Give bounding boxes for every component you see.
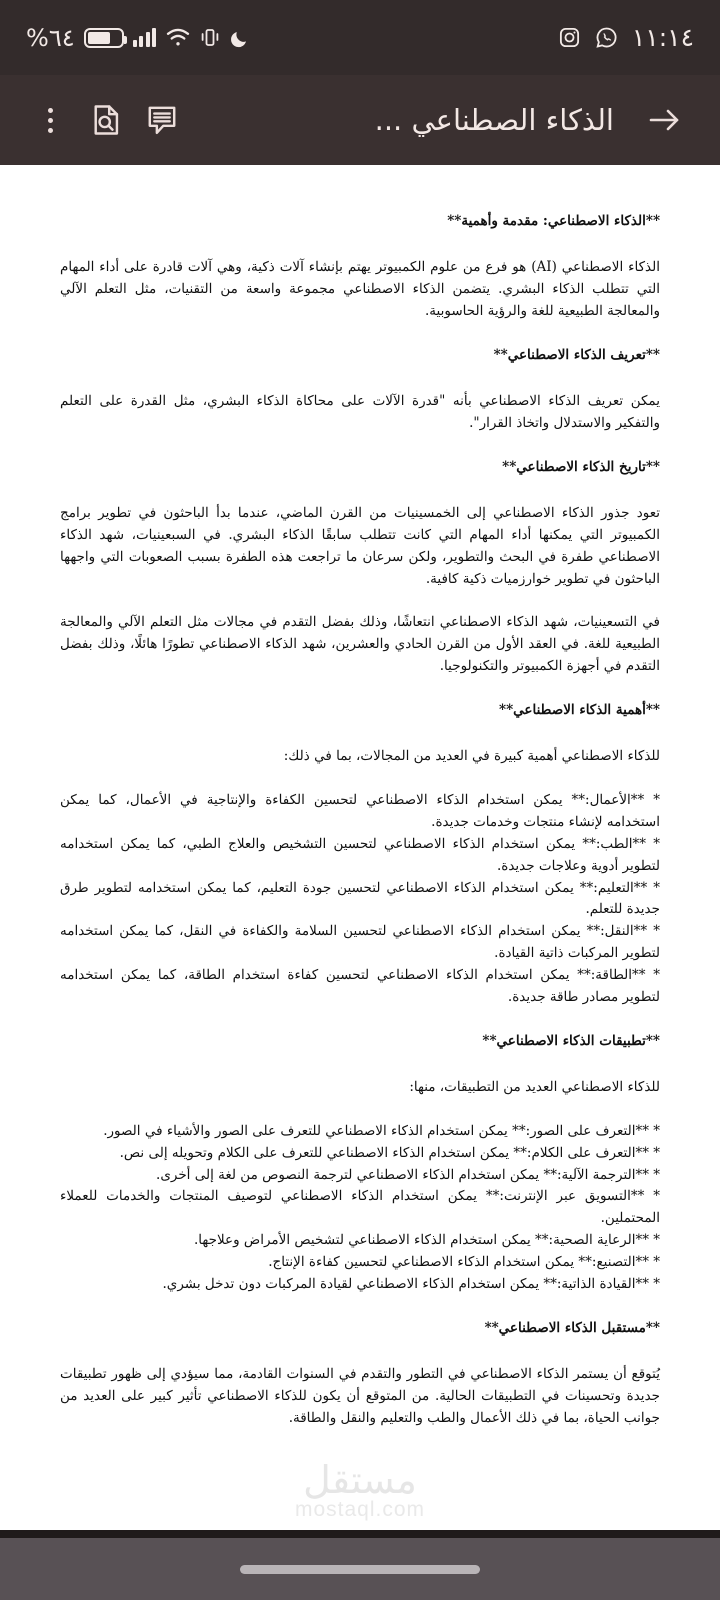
document-title: الذكاء الصطناعي ...	[374, 103, 614, 137]
watermark-latin-label: mostaql.com	[294, 1498, 426, 1521]
heading-applications: **تطبيقات الذكاء الاصطناعي**	[482, 1032, 660, 1049]
signal-icon	[133, 28, 157, 47]
system-navigation-bar	[0, 1538, 720, 1600]
paragraph-future: يُتوقع أن يستمر الذكاء الاصطناعي في التطور والتقدم في السنوات القادمة، مما سيؤدي إلى ظهور تطبيقات جديدة وتحسينات في التطبيقات الحالية. من المتوقع أن يكون للذكاء الاصطناعي تأثير كبير على العديد من جوانب الحياة، بما في ذلك الأعمال والطب والتعليم والنقل والطاقة.	[60, 1366, 660, 1426]
do-not-disturb-moon-icon	[229, 27, 251, 49]
list-item: * **التعرف على الصور:** يمكن استخدام الذكاء الاصطناعي للتعرف على الصور والأشياء في الصور.	[103, 1122, 660, 1139]
paragraph-applications-intro: للذكاء الاصطناعي العديد من التطبيقات، منها:	[409, 1079, 660, 1096]
list-item: * **القيادة الذاتية:** يمكن استخدام الذكاء الاصطناعي لقيادة المركبات دون تدخل بشري.	[162, 1275, 660, 1292]
paragraph-definition: يمكن تعريف الذكاء الاصطناعي بأنه "قدرة الآلات على محاكاة الذكاء البشري، مثل القدرة على التعلم والتفكير والاستدلال واتخاذ القرار".	[60, 393, 660, 431]
status-bar-left	[26, 24, 251, 52]
paragraph-history-1: تعود جذور الذكاء الاصطناعي إلى الخمسينيات من القرن الماضي، عندما بدأ الباحثون في تطوير برامج الكمبيوتر التي يمكنها أداء المهام التي كانت تتطلب سابقًا الذكاء البشري. في السبعينيات، شهد الذكاء الاصطناعي طفرة في البحث والتطوير، ولكن سرعان ما تراجعت هذه الطفرة بسبب الصعوبات التي واجهها الباحثون في تطوير خوارزميات ذكية كافية.	[60, 505, 660, 587]
list-item: * **الأعمال:** يمكن استخدام الذكاء الاصطناعي لتحسين الكفاءة والإنتاجية في الأعمال، كما يمكن استخدامه لإنشاء منتجات وخدمات جديدة.	[60, 792, 660, 831]
paragraph-history-2: في التسعينيات، شهد الذكاء الاصطناعي انتعاشًا، وذلك بفضل التقدم في مجالات مثل التعلم الآلي والمعالجة الطبيعية للغة. في العقد الأول من القرن الحادي والعشرين، شهد الذكاء الاصطناعي تطورًا هائلًا، وذلك بفضل التقدم في أجهزة الكمبيوتر والتكنولوجيا.	[60, 614, 660, 675]
list-item: * **الترجمة الآلية:** يمكن استخدام الذكاء الاصطناعي لترجمة النصوص من لغة إلى أخرى.	[156, 1166, 660, 1183]
more-vertical-icon	[48, 108, 53, 133]
paragraph-intro: الذكاء الاصطناعي (AI) هو فرع من علوم الكمبيوتر يهتم بإنشاء آلات ذكية، وهي آلات قادرة على أداء المهام التي تتطلب الذكاء البشري. يتضمن الذكاء الاصطناعي مجموعة واسعة من التقنيات، مثل التعلم الآلي والمعالجة الطبيعية للغة والرؤية الحاسوبية.	[60, 259, 660, 319]
list-item: * **الطب:** يمكن استخدام الذكاء الاصطناعي لتحسين التشخيص والعلاج الطبي، كما يمكن استخدامه لتطوير أدوية وعلاجات جديدة.	[60, 835, 660, 874]
document-page-1	[0, 165, 720, 1460]
find-in-document-icon[interactable]	[78, 92, 134, 148]
overflow-menu-button[interactable]	[22, 92, 78, 148]
watermark-arabic-label: مستقل	[303, 1458, 417, 1502]
whatsapp-icon	[595, 26, 618, 49]
app-bar	[0, 75, 720, 165]
heading-definition: **تعريف الذكاء الاصطناعي**	[493, 346, 660, 363]
heading-future: **مستقبل الذكاء الاصطناعي**	[484, 1319, 660, 1336]
list-item: * **التصنيع:** يمكن استخدام الذكاء الاصطناعي لتحسين كفاءة الإنتاج.	[268, 1254, 660, 1271]
list-item: * **الرعاية الصحية:** يمكن استخدام الذكاء الاصطناعي لتشخيص الأمراض وعلاجها.	[193, 1232, 660, 1249]
list-item: * **الطاقة:** يمكن استخدام الذكاء الاصطناعي لتحسين كفاءة استخدام الطاقة، كما يمكن استخدامه لتطوير مصادر طاقة جديدة.	[60, 967, 660, 1005]
list-item: * **التعليم:** يمكن استخدام الذكاء الاصطناعي لتحسين جودة التعليم، كما يمكن استخدامه لتطوير طرق جديدة للتعلم.	[60, 879, 660, 918]
heading-intro: **الذكاء الاصطناعي: مقدمة وأهمية**	[447, 213, 660, 229]
vibrate-icon	[200, 27, 220, 48]
wifi-icon	[165, 27, 191, 48]
status-bar-right	[558, 23, 694, 52]
applications-list	[60, 1121, 660, 1296]
page-separator	[0, 1530, 720, 1538]
battery-percent-label: %٦٤	[26, 23, 75, 52]
instagram-icon	[558, 26, 581, 49]
paragraph-importance-intro: للذكاء الاصطناعي أهمية كبيرة في العديد من المجالات، بما في ذلك:	[283, 748, 660, 765]
list-item: * **التعرف على الكلام:** يمكن استخدام الذكاء الاصطناعي للتعرف على الكلام وتحويله إلى نص.	[119, 1144, 660, 1161]
importance-list	[60, 790, 660, 1009]
document-viewer[interactable]	[0, 165, 720, 1538]
list-item: * **التسويق عبر الإنترنت:** يمكن استخدام الذكاء الاصطناعي لتوصيف المنتجات والخدمات للعملاء المحتملين.	[60, 1188, 660, 1227]
page-bottom-margin	[0, 1460, 720, 1530]
comment-icon[interactable]	[134, 92, 190, 148]
list-item: * **النقل:** يمكن استخدام الذكاء الاصطناعي لتحسين السلامة والكفاءة في النقل، كما يمكن استخدامه لتطوير المركبات ذاتية القيادة.	[60, 923, 660, 962]
heading-history: **تاريخ الذكاء الاصطناعي**	[502, 458, 660, 475]
clock-label: ١١:١٤	[631, 23, 694, 52]
heading-importance: **أهمية الذكاء الاصطناعي**	[499, 702, 660, 719]
status-bar	[0, 0, 720, 75]
back-button[interactable]	[636, 92, 692, 148]
battery-icon	[84, 28, 124, 48]
gesture-handle[interactable]	[240, 1565, 480, 1574]
